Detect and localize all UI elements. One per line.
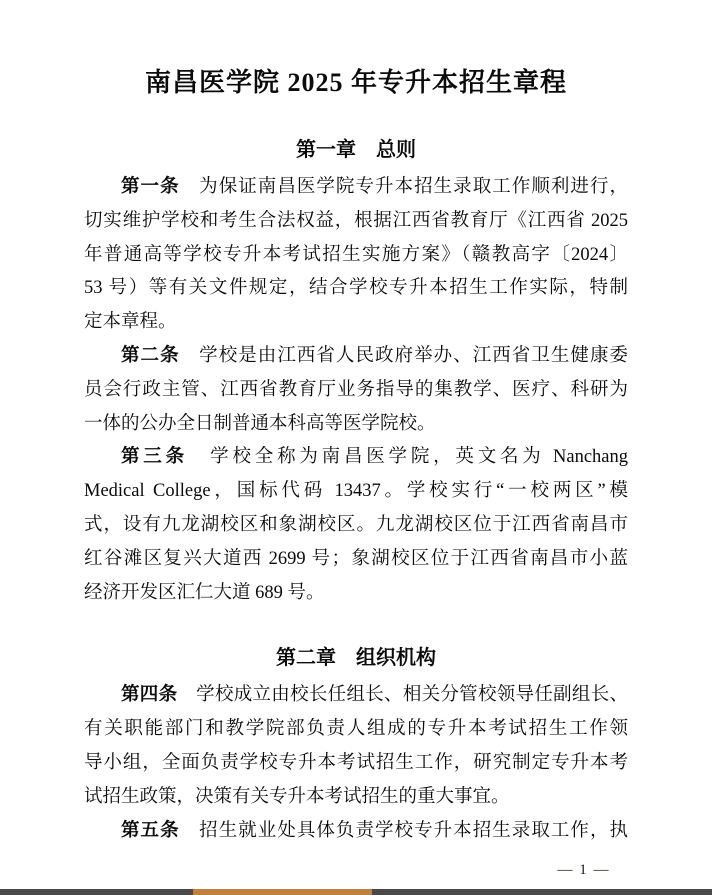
text-run: 学校成立由校长任组长、相关分管校领导任副组长、: [177, 685, 628, 706]
article-lead-term: 第一条: [121, 177, 180, 197]
text-line: [84, 205, 628, 239]
text-line: [84, 475, 628, 509]
text-run: 切实维护学校和考生合法权益，根据江西省教育厅《江西省 2025: [84, 210, 628, 231]
text-line: [84, 272, 628, 306]
text-run: 定本章程。: [84, 312, 177, 333]
text-line: [84, 577, 628, 611]
text-line: [84, 543, 628, 577]
text-line: [84, 815, 628, 849]
text-run: 招生就业处具体负责学校专升本招生录取工作，执: [179, 820, 628, 841]
text-run: 有关职能部门和教学院部负责人组成的专升本考试招生工作领: [84, 719, 628, 740]
article-lead-term: 第二条: [121, 345, 180, 366]
text-line: [84, 239, 628, 273]
article-lead-term: 第三条: [121, 447, 188, 468]
text-line: [84, 171, 628, 205]
text-line: [84, 509, 628, 543]
page-number: — 1 —: [557, 862, 610, 878]
text-line: [84, 306, 628, 340]
text-run: 员会行政主管、江西省教育厅业务指导的集教学、医疗、科研为: [84, 379, 628, 400]
text-run: 年普通高等学校专升本考试招生实施方案》（赣教高字〔2024〕: [84, 244, 628, 265]
text-line: [84, 441, 628, 475]
article-lead-term: 第四条: [121, 685, 178, 706]
text-run: 式，设有九龙湖校区和象湖校区。九龙湖校区位于江西省南昌市: [84, 514, 628, 535]
text-line: [84, 408, 628, 442]
text-line: [84, 374, 628, 408]
text-line: [84, 747, 628, 781]
text-run: 学校是由江西省人民政府举办、江西省卫生健康委: [179, 345, 628, 366]
text-run: 学校全称为南昌医学院，英文名为 Nanchang: [187, 447, 628, 468]
text-line: [84, 679, 628, 713]
doc-blocks: [84, 135, 628, 848]
text-run: 53 号）等有关文件规定，结合学校专升本招生工作实际，特制: [84, 278, 628, 299]
text-run: 一体的公办全日制普通本科高等医学院校。: [84, 413, 436, 434]
scrollbar-thumb[interactable]: [193, 889, 372, 895]
text-run: 导小组，全面负责学校专升本考试招生工作，研究制定专升本考: [84, 752, 628, 773]
document-title: 南昌医学院 2025 年专升本招生章程: [144, 68, 567, 97]
article-lead-term: 第五条: [121, 820, 180, 841]
horizontal-scrollbar[interactable]: [0, 889, 712, 895]
text-run: 为保证南昌医学院专升本招生录取工作顺利进行，: [179, 177, 628, 197]
text-run: 经济开发区汇仁大道 689 号。: [84, 582, 325, 603]
chapter-heading: 第二章 组织机构: [276, 647, 436, 670]
text-run: 红谷滩区复兴大道西 2699 号；象湖校区位于江西省南昌市小蓝: [84, 548, 628, 569]
text-line: [84, 781, 628, 815]
text-line: [84, 340, 628, 374]
document-body: [84, 0, 628, 848]
text-run: Medical College，国标代码 13437。学校实行“一校两区”模: [84, 481, 628, 502]
text-run: 试招生政策，决策有关专升本考试招生的重大事宜。: [84, 786, 510, 807]
text-line: [84, 713, 628, 747]
chapter-heading: 第一章 总则: [296, 139, 416, 161]
